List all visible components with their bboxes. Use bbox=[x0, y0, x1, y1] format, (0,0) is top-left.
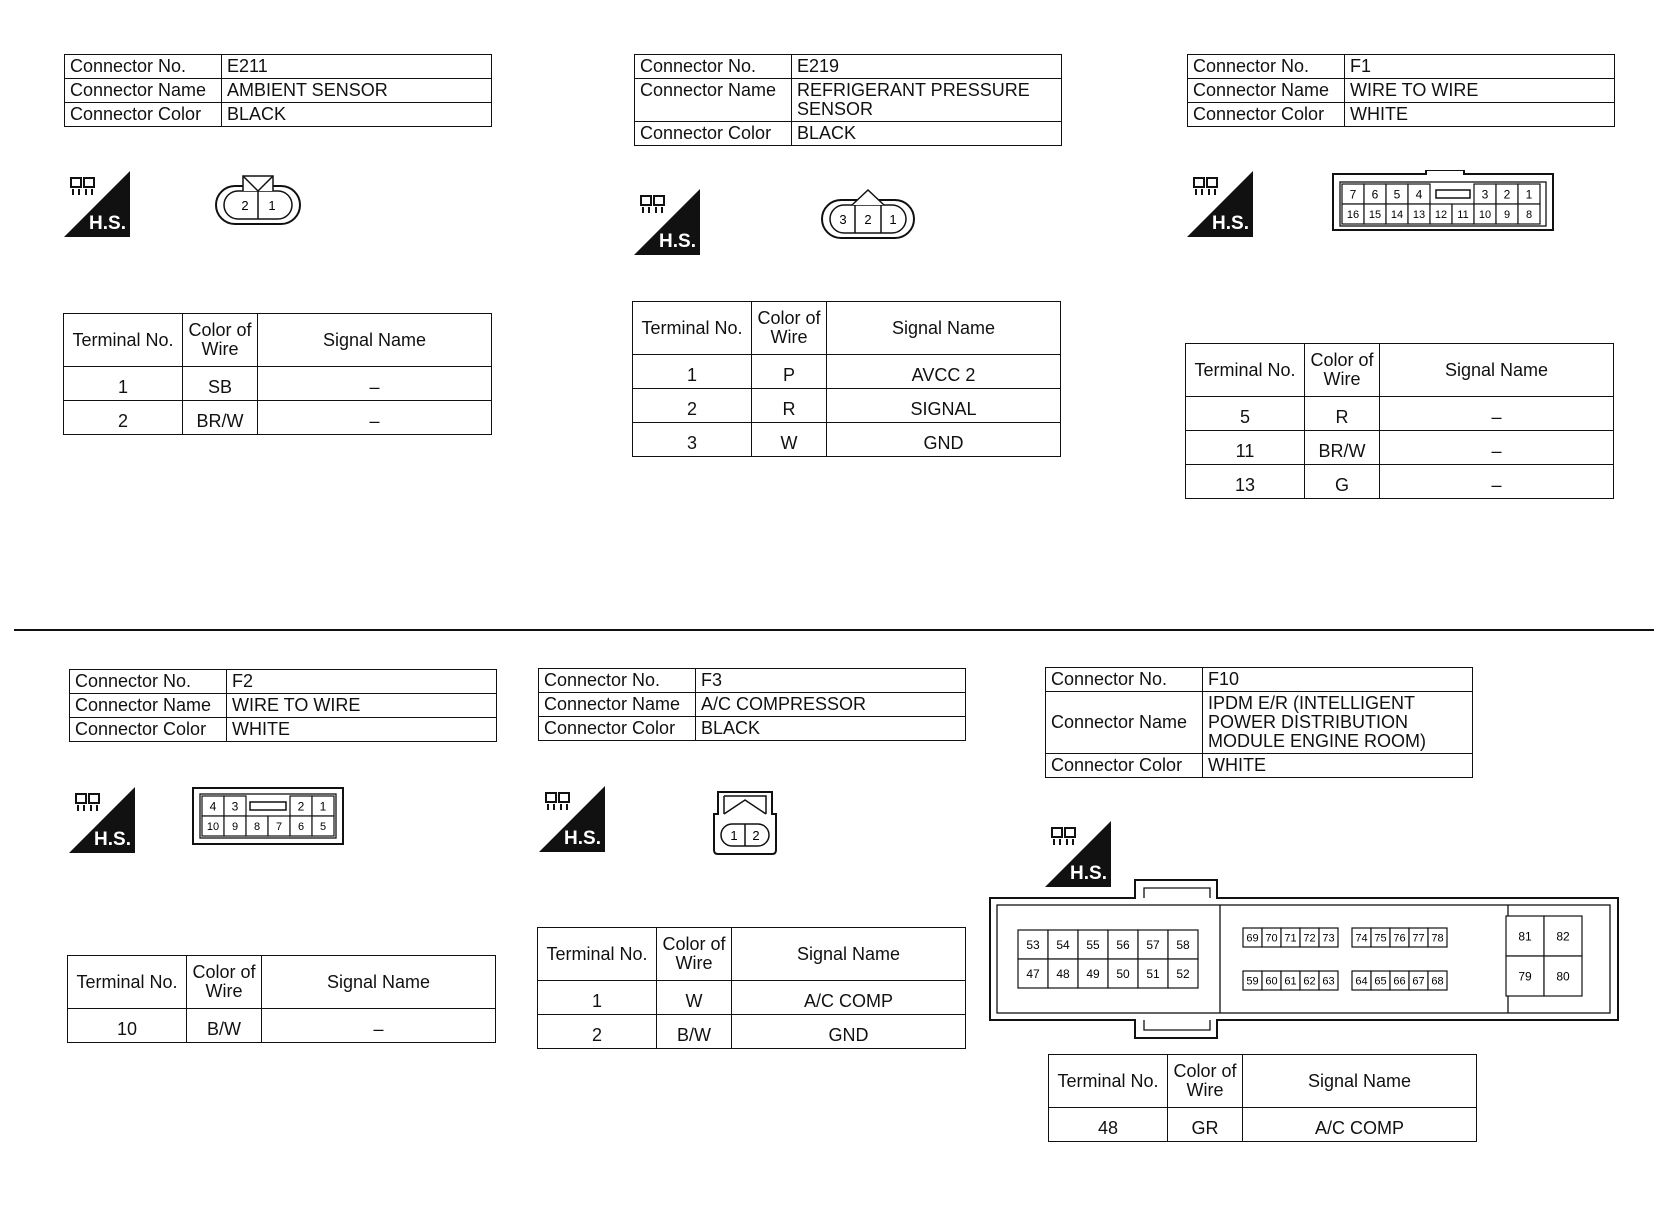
connector-name-label: Connector Name bbox=[65, 79, 222, 103]
pin-label: 48 bbox=[1056, 966, 1070, 981]
pin-label: 74 bbox=[1355, 932, 1368, 945]
signal-name: GND bbox=[732, 1015, 966, 1049]
pin-label: 4 bbox=[1415, 187, 1423, 202]
pin-label: 79 bbox=[1518, 969, 1532, 984]
wire-color-header: Color of Wire bbox=[1168, 1055, 1243, 1108]
pin-label: 71 bbox=[1284, 932, 1297, 945]
pin-label: 52 bbox=[1176, 966, 1190, 981]
connector-color-label: Connector Color bbox=[1188, 103, 1345, 127]
connector-face-f1 bbox=[1330, 170, 1556, 234]
connector-no: F2 bbox=[227, 670, 497, 694]
terminal-no: 5 bbox=[1186, 397, 1305, 431]
connector-face-e211 bbox=[212, 172, 304, 228]
signal-name: – bbox=[258, 401, 492, 435]
wire-color-header: Color of Wire bbox=[752, 302, 827, 355]
harness-side-icon bbox=[64, 171, 130, 237]
signal-name-header: Signal Name bbox=[262, 956, 496, 1009]
pin-label: 8 bbox=[1525, 208, 1533, 221]
terminal-table-f10 bbox=[1048, 1054, 1477, 1142]
locking-tab bbox=[1436, 190, 1470, 198]
pin-label: 10 bbox=[1478, 208, 1492, 221]
connector-info-f3 bbox=[538, 668, 966, 741]
pin-label: 58 bbox=[1176, 937, 1190, 952]
signal-name: A/C COMP bbox=[1243, 1108, 1477, 1142]
connector-no-label: Connector No. bbox=[65, 55, 222, 79]
pin-label: 55 bbox=[1086, 937, 1100, 952]
connector-name: IPDM E/R (INTELLIGENT POWER DISTRIBUTION MODULE ENGINE ROOM) bbox=[1203, 692, 1473, 754]
wire-color: R bbox=[752, 389, 827, 423]
terminal-table-f2 bbox=[67, 955, 496, 1043]
pin-label: 1 bbox=[730, 828, 738, 843]
table-row bbox=[633, 355, 1061, 389]
connector-name: A/C COMPRESSOR bbox=[696, 693, 966, 717]
pin-label: 73 bbox=[1322, 932, 1335, 945]
locking-tab bbox=[250, 802, 286, 810]
pin-label: 70 bbox=[1265, 932, 1278, 945]
wire-color: B/W bbox=[657, 1015, 732, 1049]
pin-label: 64 bbox=[1355, 975, 1368, 988]
harness-side-icon bbox=[539, 786, 605, 852]
pin-label: 15 bbox=[1368, 208, 1382, 221]
pin-label: 6 bbox=[1371, 187, 1379, 202]
pin-label: 62 bbox=[1303, 975, 1316, 988]
terminal-no: 2 bbox=[64, 401, 183, 435]
wire-color: W bbox=[752, 423, 827, 457]
connector-color: BLACK bbox=[696, 717, 966, 741]
pin-label: 80 bbox=[1556, 969, 1570, 984]
section-divider bbox=[14, 629, 1654, 631]
pin-label: 7 bbox=[1349, 187, 1357, 202]
pin-label: 51 bbox=[1146, 966, 1160, 981]
pin-label: 54 bbox=[1056, 937, 1070, 952]
connector-name-label: Connector Name bbox=[70, 694, 227, 718]
terminal-no-header: Terminal No. bbox=[633, 302, 752, 355]
pin-label: 4 bbox=[209, 799, 217, 814]
terminal-no: 11 bbox=[1186, 431, 1305, 465]
terminal-no: 48 bbox=[1049, 1108, 1168, 1142]
terminal-no: 2 bbox=[633, 389, 752, 423]
signal-name: GND bbox=[827, 423, 1061, 457]
table-row bbox=[1186, 397, 1614, 431]
wire-color: B/W bbox=[187, 1009, 262, 1043]
pin-label: 2 bbox=[864, 212, 872, 227]
connector-name-label: Connector Name bbox=[1046, 692, 1203, 754]
connector-info-f1 bbox=[1187, 54, 1615, 127]
pin-label: 2 bbox=[752, 828, 760, 843]
wire-color: G bbox=[1305, 465, 1380, 499]
terminal-no: 2 bbox=[538, 1015, 657, 1049]
signal-name-header: Signal Name bbox=[1243, 1055, 1477, 1108]
terminal-no-header: Terminal No. bbox=[68, 956, 187, 1009]
table-row bbox=[1049, 1108, 1477, 1142]
terminal-table-f3 bbox=[537, 927, 966, 1049]
table-row bbox=[538, 1015, 966, 1049]
table-row bbox=[633, 423, 1061, 457]
pin-label: 59 bbox=[1246, 975, 1259, 988]
terminal-no: 1 bbox=[64, 367, 183, 401]
terminal-no-header: Terminal No. bbox=[64, 314, 183, 367]
pin-label: 9 bbox=[231, 820, 239, 833]
pin-label: 57 bbox=[1146, 937, 1160, 952]
pin-label: 12 bbox=[1434, 208, 1448, 221]
pin-label: 68 bbox=[1431, 975, 1444, 988]
pin-label: 5 bbox=[319, 820, 327, 833]
connector-color-label: Connector Color bbox=[539, 717, 696, 741]
wire-color: BR/W bbox=[183, 401, 258, 435]
pin-label: 16 bbox=[1346, 208, 1360, 221]
hs-label: H.S. bbox=[659, 231, 696, 252]
pin-label: 47 bbox=[1026, 966, 1040, 981]
pin-label: 6 bbox=[297, 820, 305, 833]
connector-color: WHITE bbox=[1203, 754, 1473, 778]
wire-color: R bbox=[1305, 397, 1380, 431]
connector-no-label: Connector No. bbox=[1188, 55, 1345, 79]
connector-no-label: Connector No. bbox=[539, 669, 696, 693]
pin-label: 75 bbox=[1374, 932, 1387, 945]
connector-name: REFRIGERANT PRESSURE SENSOR bbox=[792, 79, 1062, 122]
connector-info-e211 bbox=[64, 54, 492, 127]
wire-color-header: Color of Wire bbox=[183, 314, 258, 367]
wire-color: SB bbox=[183, 367, 258, 401]
connector-face-f10 bbox=[988, 878, 1620, 1040]
wire-color-header: Color of Wire bbox=[187, 956, 262, 1009]
connector-color: BLACK bbox=[222, 103, 492, 127]
signal-name: – bbox=[1380, 431, 1614, 465]
hs-label: H.S. bbox=[94, 829, 131, 850]
connector-color: BLACK bbox=[792, 122, 1062, 146]
pin-label: 1 bbox=[889, 212, 897, 227]
connector-no: F3 bbox=[696, 669, 966, 693]
terminal-no-header: Terminal No. bbox=[1049, 1055, 1168, 1108]
connector-name: WIRE TO WIRE bbox=[1345, 79, 1615, 103]
signal-name: AVCC 2 bbox=[827, 355, 1061, 389]
signal-name: A/C COMP bbox=[732, 981, 966, 1015]
pin-label: 69 bbox=[1246, 932, 1259, 945]
pin-label: 56 bbox=[1116, 937, 1130, 952]
pin-label: 76 bbox=[1393, 932, 1406, 945]
connector-color-label: Connector Color bbox=[70, 718, 227, 742]
connector-color-label: Connector Color bbox=[635, 122, 792, 146]
terminal-no: 13 bbox=[1186, 465, 1305, 499]
table-row bbox=[1186, 431, 1614, 465]
connector-no-label: Connector No. bbox=[1046, 668, 1203, 692]
terminal-no-header: Terminal No. bbox=[1186, 344, 1305, 397]
wire-color: P bbox=[752, 355, 827, 389]
connector-face-f3 bbox=[710, 790, 780, 856]
pin-label: 81 bbox=[1518, 929, 1532, 944]
terminal-table-f1 bbox=[1185, 343, 1614, 499]
wire-color-header: Color of Wire bbox=[657, 928, 732, 981]
connector-face-f2 bbox=[190, 784, 346, 848]
harness-side-icon bbox=[69, 787, 135, 853]
pin-label: 66 bbox=[1393, 975, 1406, 988]
terminal-no: 3 bbox=[633, 423, 752, 457]
connector-face-e219 bbox=[818, 186, 918, 242]
pin-label: 61 bbox=[1284, 975, 1297, 988]
connector-no: F10 bbox=[1203, 668, 1473, 692]
wire-color: W bbox=[657, 981, 732, 1015]
terminal-table-e211 bbox=[63, 313, 492, 435]
connector-name: WIRE TO WIRE bbox=[227, 694, 497, 718]
pin-label: 2 bbox=[297, 799, 305, 814]
terminal-no: 10 bbox=[68, 1009, 187, 1043]
pin-label: 13 bbox=[1412, 208, 1426, 221]
pin-label: 7 bbox=[275, 820, 283, 833]
pin-label: 3 bbox=[1481, 187, 1489, 202]
connector-info-e219 bbox=[634, 54, 1062, 146]
signal-name-header: Signal Name bbox=[732, 928, 966, 981]
pin-label: 1 bbox=[268, 198, 276, 213]
pin-label: 14 bbox=[1390, 208, 1404, 221]
connector-info-f2 bbox=[69, 669, 497, 742]
terminal-no: 1 bbox=[633, 355, 752, 389]
pin-label: 67 bbox=[1412, 975, 1425, 988]
connector-no-label: Connector No. bbox=[70, 670, 227, 694]
pin-label: 3 bbox=[231, 799, 239, 814]
pin-label: 77 bbox=[1412, 932, 1425, 945]
signal-name-header: Signal Name bbox=[258, 314, 492, 367]
hs-label: H.S. bbox=[564, 828, 601, 849]
signal-name: SIGNAL bbox=[827, 389, 1061, 423]
connector-color-label: Connector Color bbox=[65, 103, 222, 127]
table-row bbox=[538, 981, 966, 1015]
table-row bbox=[633, 389, 1061, 423]
connector-name-label: Connector Name bbox=[539, 693, 696, 717]
pin-label: 82 bbox=[1556, 929, 1570, 944]
pin-label: 8 bbox=[253, 820, 261, 833]
connector-no: F1 bbox=[1345, 55, 1615, 79]
signal-name: – bbox=[1380, 465, 1614, 499]
wire-color: GR bbox=[1168, 1108, 1243, 1142]
connector-no-label: Connector No. bbox=[635, 55, 792, 79]
signal-name-header: Signal Name bbox=[827, 302, 1061, 355]
connector-no: E219 bbox=[792, 55, 1062, 79]
connector-color: WHITE bbox=[227, 718, 497, 742]
signal-name: – bbox=[258, 367, 492, 401]
pin-label: 53 bbox=[1026, 937, 1040, 952]
terminal-no: 1 bbox=[538, 981, 657, 1015]
wire-color: BR/W bbox=[1305, 431, 1380, 465]
pin-label: 3 bbox=[839, 212, 847, 227]
hs-label: H.S. bbox=[1212, 213, 1249, 234]
connector-name-label: Connector Name bbox=[1188, 79, 1345, 103]
pin-label: 5 bbox=[1393, 187, 1401, 202]
connector-color: WHITE bbox=[1345, 103, 1615, 127]
terminal-table-e219 bbox=[632, 301, 1061, 457]
pin-label: 11 bbox=[1457, 208, 1469, 221]
terminal-no-header: Terminal No. bbox=[538, 928, 657, 981]
pin-label: 63 bbox=[1322, 975, 1335, 988]
signal-name-header: Signal Name bbox=[1380, 344, 1614, 397]
pin-label: 10 bbox=[206, 820, 220, 833]
signal-name: – bbox=[262, 1009, 496, 1043]
pin-label: 50 bbox=[1116, 966, 1130, 981]
connector-no: E211 bbox=[222, 55, 492, 79]
pin-label: 49 bbox=[1086, 966, 1100, 981]
pin-label: 60 bbox=[1265, 975, 1278, 988]
table-row bbox=[68, 1009, 496, 1043]
connector-name: AMBIENT SENSOR bbox=[222, 79, 492, 103]
connector-info-f10 bbox=[1045, 667, 1473, 778]
harness-side-icon bbox=[1187, 171, 1253, 237]
pin-label: 72 bbox=[1303, 932, 1316, 945]
table-row bbox=[64, 401, 492, 435]
connector-name-label: Connector Name bbox=[635, 79, 792, 122]
pin-label: 65 bbox=[1374, 975, 1387, 988]
wire-color-header: Color of Wire bbox=[1305, 344, 1380, 397]
table-row bbox=[1186, 465, 1614, 499]
pin-label: 9 bbox=[1503, 208, 1511, 221]
pin-label: 2 bbox=[1503, 187, 1511, 202]
harness-side-icon bbox=[634, 189, 700, 255]
pin-label: 1 bbox=[319, 799, 327, 814]
hs-label: H.S. bbox=[89, 213, 126, 234]
connector-color-label: Connector Color bbox=[1046, 754, 1203, 778]
pin-label: 2 bbox=[241, 198, 249, 213]
pin-label: 78 bbox=[1431, 932, 1444, 945]
pin-label: 1 bbox=[1525, 187, 1533, 202]
table-row bbox=[64, 367, 492, 401]
signal-name: – bbox=[1380, 397, 1614, 431]
hs-label: H.S. bbox=[1070, 863, 1107, 884]
